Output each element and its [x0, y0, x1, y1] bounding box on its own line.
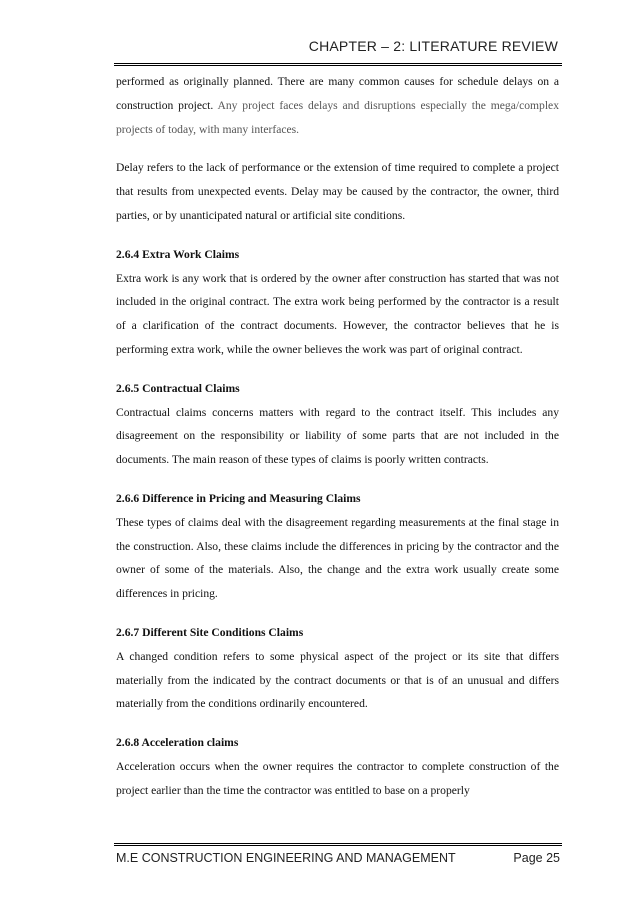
section-pricing-measuring-claims [116, 487, 559, 606]
chapter-header: CHAPTER – 2: LITERATURE REVIEW [308, 38, 558, 54]
page-number: Page 25 [513, 851, 560, 865]
page-content [116, 70, 559, 818]
intro-paragraph-2: Delay refers to the lack of performance or the extension of time required to complete a project that results from unexpected events. Delay may be caused by the contractor, the owner, third parties, or by unanticipated natural or artificial site conditions. [116, 161, 559, 222]
section-text: Contractual claims concerns matters with regard to the contract itself. This includes any disagreement on the responsibility or liability of some parts that are not included in the documents. The main reason of these types of claims is poorly written contracts. [116, 405, 559, 467]
section-text: These types of claims deal with the disagreement regarding measurements at the final stage in the construction. Also, these claims include the differences in pricing by the contractor and the owner of some of the materials. Also, the change and the extra work usually create some differences in pricing. [116, 515, 559, 601]
intro-paragraph-1-part-b: Any project faces delays and disruptions especially the mega/complex projects of today, with many interfaces. [116, 98, 559, 136]
intro-paragraph-1 [116, 70, 559, 141]
section-site-conditions-claims [116, 621, 559, 716]
section-acceleration-claims [116, 731, 559, 802]
section-heading: 2.6.4 Extra Work Claims [116, 247, 240, 261]
footer-rule [114, 843, 562, 844]
section-contractual-claims [116, 377, 559, 472]
header-rule [114, 63, 562, 64]
section-text: A changed condition refers to some physical aspect of the project or its site that differs materially from the indicated by the contract documents or that is of an unusual and differs materially from the conditions ordinarily encountered. [116, 649, 559, 711]
section-heading: 2.6.6 Difference in Pricing and Measuring Claims [116, 491, 361, 505]
section-heading: 2.6.5 Contractual Claims [116, 381, 240, 395]
section-heading: 2.6.8 Acceleration claims [116, 736, 239, 750]
intro-paragraph-1-part-a: performed as originally planned. There are many common causes for schedule delays on a construction project. [116, 75, 559, 112]
footer-rule-secondary [114, 845, 562, 846]
header-rule-secondary [114, 65, 562, 66]
section-text: Extra work is any work that is ordered by the owner after construction has started that was not included in the original contract. The extra work being performed by the contractor is a result of a clarification of the contract documents. However, the contractor believes that he is performing extra work, while the owner believes the work was part of original contract. [116, 271, 559, 356]
footer-program: M.E CONSTRUCTION ENGINEERING AND MANAGEMENT [116, 851, 456, 865]
section-extra-work-claims [116, 243, 559, 362]
section-text: Acceleration occurs when the owner requires the contractor to complete construction of the project earlier than the time the contractor was entitled to base on a properly [116, 759, 559, 797]
section-heading: 2.6.7 Different Site Conditions Claims [116, 625, 304, 639]
